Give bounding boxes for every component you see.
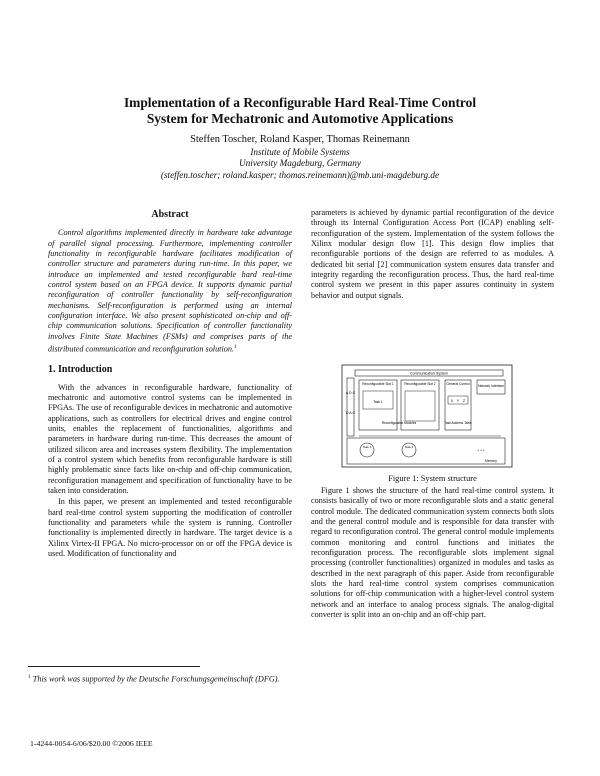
intro-paragraph-2: In this paper, we present an implemented and tested reconfigurable hard real-time control system supporting the modification of controller functionality and parameters while the system is running. Controller functionality is implemented directly in hardware. The target device is a Xilinx Virtex-II FPGA. No micro-processor on or off the FPGA device is used. Modification of functionality and <box>48 497 292 559</box>
title-line-1: Implementation of a Reconfigurable Hard Real-Time Control <box>123 95 477 110</box>
footnote-rule <box>28 666 200 667</box>
figure-system-structure <box>341 364 513 468</box>
rec-modules-label: Reconfigurable Modules <box>381 421 417 425</box>
slot2-label: Reconfigurable Slot 2 <box>404 382 436 386</box>
dac-label: D A C <box>345 411 356 415</box>
right-paragraph-bottom: Figure 1 shows the structure of the hard real-time control system. It consists basically of two or more reconfigurable slots and a static general control module. The dedicated communication system connects both slots and the general control module and is responsible for data transfer with regard to reconfiguration control. The general control module implements common monitoring and control functions and initiates the reconfiguration process. The reconfigurable slots implement signal processing (controller functionalities) organized in modules and tasks as described in the next paragraph of this paper. Aside from reconfigurable slots the hard real-time control system comprises communication solutions for off-chip communication with a higher-level control system network and an interface to analog process signals. The analog-digital converter is split into an on-chip and an off-chip part. <box>311 486 554 620</box>
task-address-table-label: Task Address Table <box>444 421 472 425</box>
task-a-label: Task 1 <box>362 445 372 449</box>
paper-title <box>60 95 540 127</box>
institute: Institute of Mobile Systems <box>250 146 350 157</box>
author-emails: (steffen.toscher; roland.kasper; thomas.reinemann)@mb.uni-magdeburg.de <box>160 169 440 180</box>
footnote-text: This work was supported by the Deutsche Forschungsgemeinschaft (DFG). <box>32 674 280 684</box>
comm-system-label: Communication System <box>410 371 448 376</box>
adc-label: A D C <box>345 391 356 395</box>
author-names: Steffen Toscher, Roland Kasper, Thomas Reinemann <box>190 134 410 145</box>
adc-dac-block <box>347 378 354 436</box>
right-column-bottom <box>311 486 554 621</box>
abstract-footnote-mark: 1 <box>233 344 237 351</box>
table-z: Z <box>462 399 466 403</box>
ellipsis: * * * <box>477 448 485 453</box>
table-y: Y <box>456 399 460 403</box>
table-x: X <box>450 399 454 403</box>
task-b-label: Task 2 <box>404 445 414 449</box>
abstract-heading: Abstract <box>151 209 189 220</box>
slot1-label: Reconfigurable Slot 1 <box>362 382 394 386</box>
memory-label: Memory <box>485 459 497 463</box>
footnote <box>28 672 292 685</box>
right-paragraph-top: parameters is achieved by dynamic partial reconfiguration of the device through its Internal Configuration Access Port (ICAP) enabling self-reconfiguration of the system. Implementation of the system follows the Xilinx modular design flow [1]. This design flow implies that reconfigurable portions of the design are referred to as modules. A dedicated bit serial [2] communication system ensures data transfer and integrity regarding the reconfiguration process. Thus, the hard real-time control system we present in this paper assures continuity in system behavior and output signals. <box>311 208 554 300</box>
footnote-mark: 1 <box>28 674 31 680</box>
network-interface-label: Network Interface <box>478 384 504 388</box>
university: University Magdeburg, Germany <box>239 158 361 168</box>
left-column <box>48 210 292 560</box>
abstract-body: Control algorithms implemented directly in hardware take advantage of parallel signal processing. Furthermore, implementing controller functionality in reconfigurable hardware facilitates modification of controller structure and parameters during run-time. In this paper, we introduce an implemented and tested reconfigurable hard real-time control system based on an FPGA device. It supports dynamic partial reconfiguration of controller functionality by self-reconfiguration mechanisms. Self-reconfiguration is performed using an internal configuration interface. We also present sophisticated on-chip and off-chip communication solutions. Specification of controller functionality involves Finite State Machines (FSMs) and comprises parts of the distributed communication and reconfiguration solution. <box>48 228 292 354</box>
right-column <box>311 208 554 302</box>
abstract-text <box>48 228 292 355</box>
copyright-line: 1-4244-0054-6/06/$20.00 ©2006 IEEE <box>30 739 153 748</box>
title-line-2: System for Mechatronic and Automotive Applications <box>146 111 454 126</box>
general-control-label: General Control <box>446 382 470 386</box>
intro-paragraph-1: With the advances in reconfigurable hardware, functionality of mechatronic and automotive control systems can be implemented in FPGAs. The use of reconfigurable devices in mechatronic and automotive applications, such as controllers for electrical drives and engine control units, enables the replacement of functionalities, algorithms and parameters in hardware during run-time. This decreases the amount of utilized silicon area and increases system flexibility. The implementation of a control system which benefits from reconfigurable hardware is still highly problematic since facts like on-chip and off-chip communication, reconfiguration management and specification of functionality have to be taken into consideration. <box>48 382 292 495</box>
author-block <box>60 134 540 181</box>
task1-label: Task 1 <box>373 400 383 404</box>
figure-caption: Figure 1: System structure <box>388 474 477 483</box>
slot2-module-box <box>405 391 435 421</box>
section-heading-introduction: 1. Introduction <box>48 364 113 376</box>
system-structure-diagram <box>341 364 513 468</box>
